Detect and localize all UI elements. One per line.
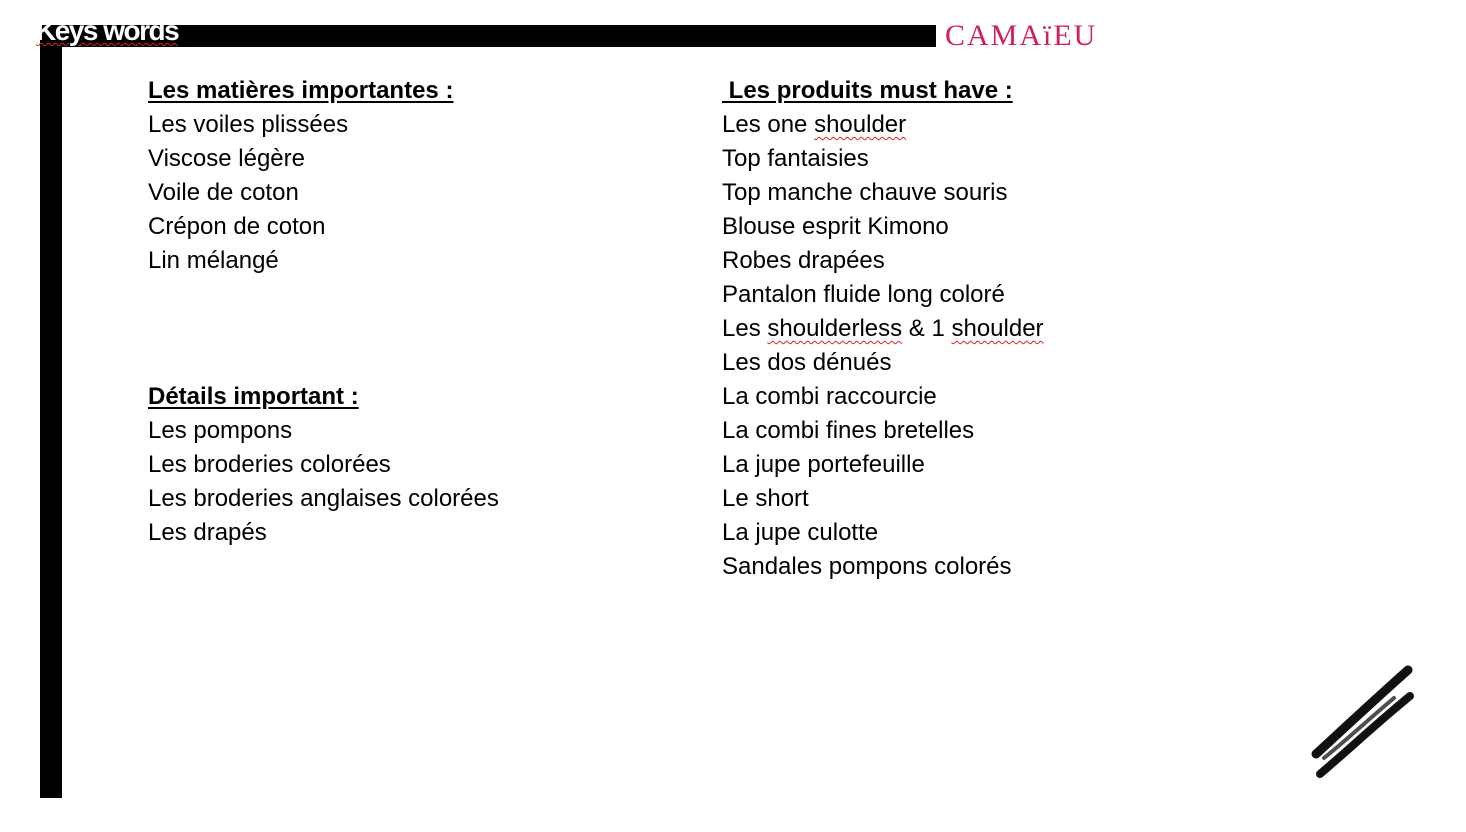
list-item: Top manche chauve souris: [722, 179, 1008, 206]
spacer: [148, 278, 688, 380]
list-item: Robes drapées: [722, 247, 885, 274]
slide-title: Keys words: [36, 16, 179, 46]
list-item: Les drapés: [148, 519, 267, 546]
list-item: Les pompons: [148, 417, 293, 444]
list-item: La combi fines bretelles: [722, 417, 975, 444]
list-item: Pantalon fluide long coloré: [722, 281, 1005, 308]
list-item: [722, 312, 1322, 346]
list-item: La jupe culotte: [722, 519, 879, 546]
list-item: Le short: [722, 485, 809, 512]
list-item: La jupe portefeuille: [722, 451, 925, 478]
list-item: Blouse esprit Kimono: [722, 213, 949, 240]
list-item: Les broderies colorées: [148, 451, 391, 478]
double-slash-brush-icon: [1310, 662, 1418, 786]
list-item: Les dos dénués: [722, 349, 892, 376]
brand-logo: CAMAïEU: [945, 19, 1098, 52]
right-column: [722, 74, 1322, 584]
item-text: Les: [722, 315, 768, 342]
list-item: Top fantaisies: [722, 145, 869, 172]
details-heading: Détails important :: [148, 383, 359, 410]
spellcheck-word: shoulder: [814, 111, 907, 138]
spellcheck-word: shoulderless: [767, 315, 903, 342]
products-heading: Les produits must have :: [722, 77, 1013, 104]
list-item: Crépon de coton: [148, 213, 326, 240]
list-item: Sandales pompons colorés: [722, 553, 1012, 580]
list-item: Les broderies anglaises colorées: [148, 485, 499, 512]
left-column: [148, 74, 688, 550]
list-item: Voile de coton: [148, 179, 299, 206]
list-item: Les voiles plissées: [148, 111, 349, 138]
list-item: La combi raccourcie: [722, 383, 937, 410]
list-item: [722, 108, 1322, 142]
item-text: & 1: [902, 315, 952, 342]
materials-heading: Les matières importantes :: [148, 77, 454, 104]
list-item: Viscose légère: [148, 145, 305, 172]
spellcheck-word: shoulder: [951, 315, 1044, 342]
item-text: Les one: [722, 111, 815, 138]
list-item: Lin mélangé: [148, 247, 279, 274]
left-accent-bar: [40, 25, 62, 798]
